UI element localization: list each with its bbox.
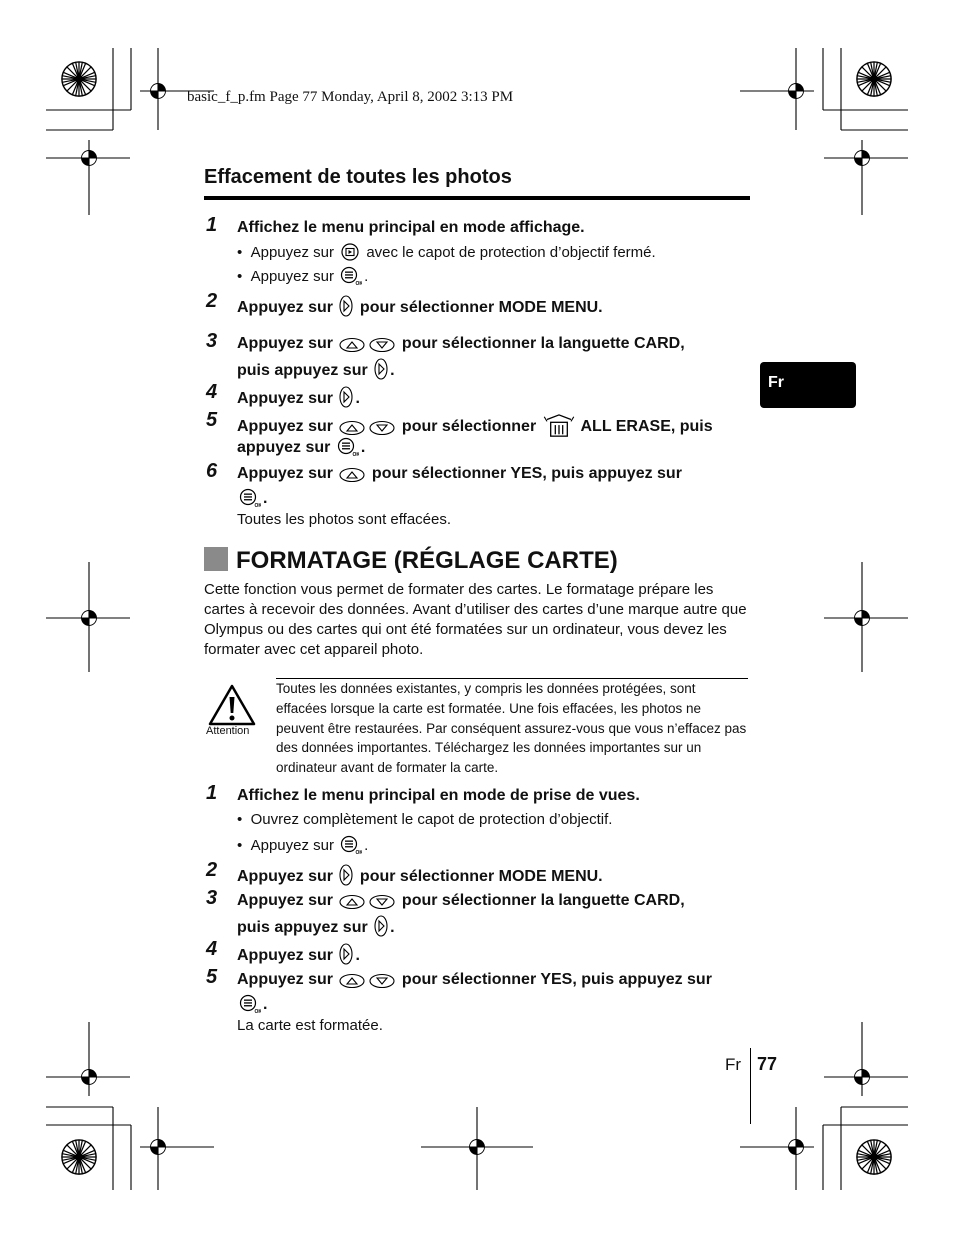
step-number: 3 bbox=[206, 887, 218, 909]
arrow-down-button-icon bbox=[369, 973, 395, 989]
playback-button-icon bbox=[340, 242, 360, 262]
step-text-line2: . bbox=[237, 488, 267, 508]
arrow-up-button-icon bbox=[339, 894, 365, 910]
step-text-line2: puis appuyez sur . bbox=[237, 915, 395, 937]
footer-divider bbox=[750, 1048, 751, 1124]
registration-mark-icon bbox=[74, 603, 104, 633]
registration-mark-icon bbox=[143, 1132, 173, 1162]
arrow-right-button-icon bbox=[339, 295, 353, 317]
section-title: Effacement de toutes les photos bbox=[204, 166, 512, 188]
bullet-item: • Appuyez sur . bbox=[237, 837, 369, 854]
step-number: 4 bbox=[206, 938, 218, 960]
trash-all-icon bbox=[543, 414, 575, 438]
footer-language: Fr bbox=[725, 1055, 742, 1074]
color-target-icon bbox=[62, 62, 96, 96]
step-number: 5 bbox=[206, 966, 218, 988]
step-text: Appuyez sur . bbox=[237, 386, 360, 408]
step-text: Appuyez sur pour sélectionner MODE MENU. bbox=[237, 295, 603, 317]
attention-text: Toutes les données existantes, y compris les données protégées, sont effacées lorsque la carte est formatée. Une fois effacées, les photos ne peuvent être restaurées. Par conséquent assurez-vous que vous n’effacez pas des données importantes. Téléchargez les données importantes sur un ordinateur avant de formater la carte. bbox=[276, 681, 747, 776]
arrow-right-button-icon bbox=[374, 358, 388, 380]
arrow-up-button-icon bbox=[339, 420, 365, 436]
file-info-header: basic_f_p.fm Page 77 Monday, April 8, 2002 3:13 PM bbox=[187, 89, 514, 105]
color-target-icon bbox=[62, 1140, 96, 1174]
color-target-icon bbox=[857, 1140, 891, 1174]
registration-mark-icon bbox=[462, 1132, 492, 1162]
step-number: 1 bbox=[206, 214, 218, 236]
step-result: La carte est formatée. bbox=[237, 1017, 383, 1034]
ok-menu-button-icon bbox=[337, 437, 359, 457]
ok-menu-button-icon bbox=[340, 266, 362, 286]
bullet-item: • Appuyez sur . bbox=[237, 268, 369, 285]
step-text-line2: appuyez sur . bbox=[237, 439, 366, 456]
arrow-up-button-icon bbox=[339, 467, 365, 483]
arrow-down-button-icon bbox=[369, 894, 395, 910]
step-text: Appuyez sur pour sélectionner YES, puis appuyez sur bbox=[237, 971, 712, 988]
ok-menu-button-icon bbox=[340, 835, 362, 855]
section-rule bbox=[204, 196, 750, 200]
step-number: 5 bbox=[206, 409, 218, 431]
arrow-right-button-icon bbox=[339, 386, 353, 408]
step-number: 2 bbox=[206, 859, 218, 881]
color-target-icon bbox=[857, 62, 891, 96]
step-text: Affichez le menu principal en mode de prise de vues. bbox=[237, 787, 640, 804]
step-text: Appuyez sur pour sélectionner ALL ERASE, puis bbox=[237, 414, 713, 438]
bullet-item: • Ouvrez complètement le capot de protection d’objectif. bbox=[237, 811, 613, 828]
registration-mark-icon bbox=[781, 1132, 811, 1162]
heading-square-icon bbox=[204, 547, 228, 571]
step-text-line2: . bbox=[237, 994, 267, 1014]
step-number: 2 bbox=[206, 290, 218, 312]
arrow-right-button-icon bbox=[339, 864, 353, 886]
arrow-right-button-icon bbox=[374, 915, 388, 937]
registration-mark-icon bbox=[847, 603, 877, 633]
page-number: 77 bbox=[757, 1054, 778, 1074]
registration-mark-icon bbox=[847, 1062, 877, 1092]
step-text: Appuyez sur pour sélectionner la languette CARD, bbox=[237, 892, 685, 909]
arrow-up-button-icon bbox=[339, 973, 365, 989]
attention-label: Attention bbox=[206, 725, 250, 737]
arrow-up-button-icon bbox=[339, 337, 365, 353]
step-text-line2: puis appuyez sur . bbox=[237, 358, 395, 380]
intro-paragraph: Cette fonction vous permet de formater des cartes. Le formatage prépare les cartes à recevoir des données. Avant d’utiliser des cartes d’une marque autre que Olympus ou des cartes qui ont été formatées sur un ordinateur, vous devez les formater avec cet appareil photo. bbox=[204, 581, 747, 658]
step-text: Appuyez sur pour sélectionner la languette CARD, bbox=[237, 335, 685, 352]
registration-mark-icon bbox=[74, 143, 104, 173]
ok-menu-button-icon bbox=[239, 488, 261, 508]
step-text: Affichez le menu principal en mode affichage. bbox=[237, 219, 585, 236]
registration-mark-icon bbox=[781, 76, 811, 106]
registration-mark-icon bbox=[74, 1062, 104, 1092]
registration-mark-icon bbox=[847, 143, 877, 173]
step-text: Appuyez sur . bbox=[237, 943, 360, 965]
registration-mark-icon bbox=[143, 76, 173, 106]
step-number: 6 bbox=[206, 460, 218, 482]
section-heading: FORMATAGE (RÉGLAGE CARTE) bbox=[204, 547, 618, 575]
step-number: 4 bbox=[206, 381, 218, 403]
step-number: 3 bbox=[206, 330, 218, 352]
bullet-item: • Appuyez sur avec le capot de protection d’objectif fermé. bbox=[237, 244, 656, 261]
arrow-down-button-icon bbox=[369, 420, 395, 436]
step-text: Appuyez sur pour sélectionner YES, puis appuyez sur bbox=[237, 465, 682, 482]
arrow-right-button-icon bbox=[339, 943, 353, 965]
step-number: 1 bbox=[206, 782, 218, 804]
attention-triangle-icon bbox=[208, 684, 256, 726]
ok-menu-button-icon bbox=[239, 994, 261, 1014]
arrow-down-button-icon bbox=[369, 337, 395, 353]
step-result: Toutes les photos sont effacées. bbox=[237, 511, 452, 528]
language-tab: Fr bbox=[760, 362, 856, 408]
step-text: Appuyez sur pour sélectionner MODE MENU. bbox=[237, 864, 603, 886]
